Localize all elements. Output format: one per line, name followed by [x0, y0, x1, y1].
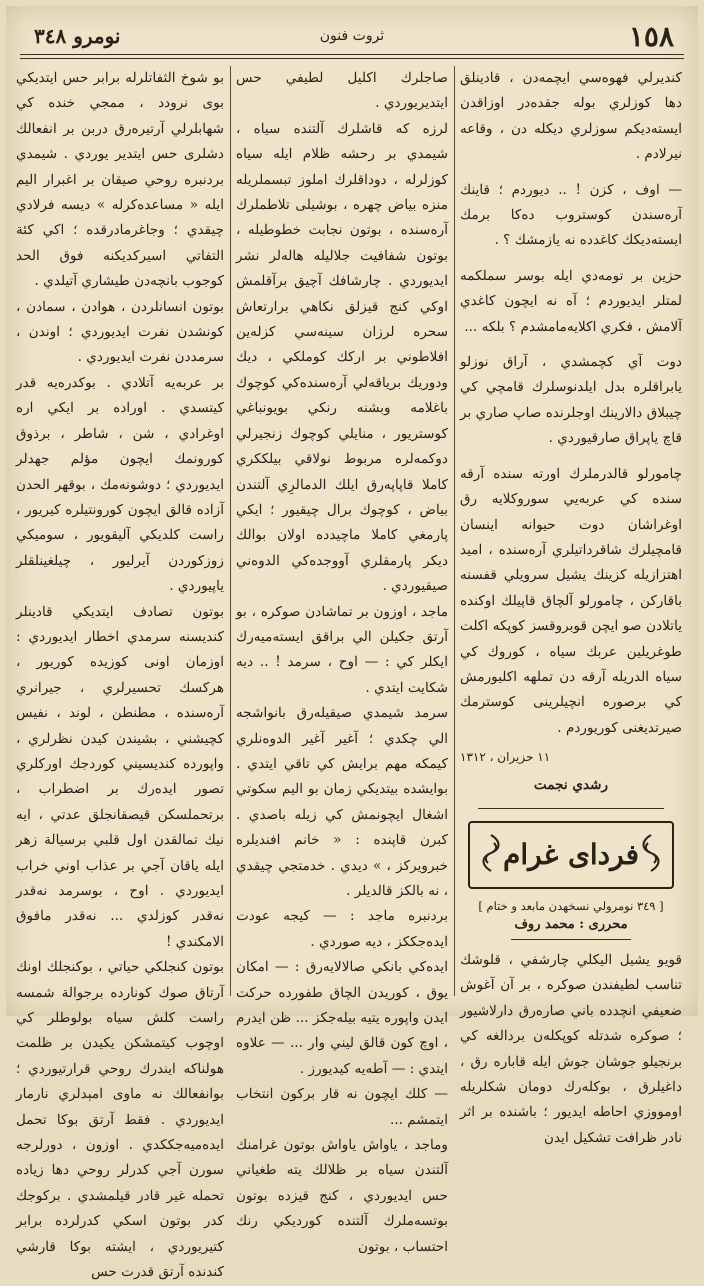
- paragraph: كنديرلي فهوەسي ايچمەدن ، قادينلق دها كوزلري بوله جقدەدر اوزاقدن ايستەديكم سوزلري ديكله دن ، وقاعه نيرلادم .: [460, 70, 682, 163]
- paragraph: بردنبره ماجد : — كيجه عودت ايدەجككز ، ديه صوردي .: [236, 908, 448, 950]
- feature-title-box: [468, 821, 674, 889]
- header-rule: [20, 54, 684, 59]
- author-underline: [511, 939, 631, 940]
- right-column: [460, 66, 682, 1146]
- left-column: [16, 66, 224, 1281]
- issue-number: نومرو ٣٤٨: [34, 24, 121, 48]
- feature-author: محررى : محمد روف: [514, 916, 628, 932]
- paragraph: سرمد شيمدي صيقيلەرق بانواشجه الي چكدي ؛ آغير آغير الدوەنلري كيمكه مهم برايش كي تاقي ايتدي . بوايشده بيتديكي زمان بو اليم سكوتي اشغال ايچونمش كي زيله باصدي . كبرن قاپنده : « خانم افنديلره خبرويركز ، » ديدي . خدمتجي چيقدي ، نه بالكز قالديلر .: [236, 705, 448, 899]
- feature-title: فرداى غرام: [503, 838, 639, 872]
- ornament-icon: [476, 833, 506, 873]
- paragraph: دوت آي كچمشدي ، آراق نوزلو يابراقلره بدل ايلدنوسلرك قامچي كي چيبلاق دالارينك اوجلرنده صاپ صاري بر قاچ ياپراق صارقيوردي .: [460, 354, 682, 447]
- newspaper-page: [6, 6, 698, 1281]
- paragraph: چامورلو قالدرملرك اورته سنده آرقه سنده كي عربەيي سوروكلايه رق اوغراشان دوت حيوانه اينسان قامچيلرك شاقرداتيلري آرەسنده ، اميد اهتزازيله كزينك يشيل سرويلي قفسنه باقاركن ، چامورلو آلچاق قاپيلك اوكنده ياتلادن صو ايچن قوبروقسز كوپكه اكلت طوغريلين عربك سياه ، كوروك كي سياه الدريله آرقه دن تملهه اكليورمش كي برصوره انچيلرينى كوسترمك صيرتديغنى كوريوردم .: [460, 465, 682, 736]
- paragraph: بو شوخ الثفاتلرله برابر حس ايتديكي بوى نرودد ، ممجي خنده كي شهابلرلي آرتيرەرق دربن بر انفعالك دشلرى حس ايتدير يوردي . شيمدي بردنبره روحي صيقان بر اغبرار اليم ايله « مساعدەكرله » ديسه فرلادي چيقدي ؛ وجاغرمادرقده ؛ اكي كئة التفاتي اسيركديكنه فوق الحد كوجوب بانچەدن طيشاري آتيلدي .: [16, 70, 224, 290]
- page-number: ١٥٨: [628, 20, 674, 53]
- column-divider: [454, 66, 455, 996]
- paragraph: بر عربەيه آتلادي . بوكدرەيه قدر كيتسدي . اوراده بر ايكي اره اوغرادي ، شن ، شاطر ، برذوق كورونمك ايچون مؤلم جهدلر ايديوردي ؛ دوشونەمك ، بوقهر الحدن آزاده قالق ايچون كورونتيلره كيريور ، راست كلديكي آليقويور ، سوميكي زوزكوردن آيرليور ، چيلغينلقلر ياپيوردي .: [16, 374, 224, 595]
- paragraph: حزين بر تومەدي ايله بوسر سملكمه لمتلر ايديوردم ؛ آه نه ايچون كاغدي آلامش ، فكري اكلايەمامشدم ؟ بلكه ...: [460, 267, 682, 335]
- paragraph: قويو يشيل اليكلي چارشفي ، قلوشك تناسب لطيفندن صوكره ، بر آن آغوش ضعيفي انچدده باني صارەرق دارلاشيور ؛ صوكره شدتله كوپكلەن بردالغه كي برنجيلو جوشان جوش ايله قاباره رق ، داغيلرق ، بوكلەرك دومان شكلريله اومووزي احاطه ايديور ؛ باشنده بر اثر نادر ظرافت تشكيل ايدن: [460, 951, 682, 1146]
- paragraph: وماجد ، ياواش ياواش بوتون غرامنك آلتندن سياه بر ظلالك يته طغياني حس ايديوردي ، كنج قيزده بوتون بوتسەملرك آلتنده كورديكي رنك احتساب ، بوتون: [236, 1137, 448, 1255]
- paragraph: صاجلرك اكليل لطيفي حس ايتديريوردي .: [236, 70, 448, 112]
- paragraph: ايدەكي بانكي صالالايەرق : — امكان يوق ، كوريدن الچاق طفورده حركت ايدن واپوره يتيه بيلەجكز ... ظن ايدرم ، اوچ كون قالق ليني وار ... — علاوه ايتدي : — آطەيه كيديورز .: [236, 959, 448, 1077]
- paragraph: ماجد ، اوزون بر تماشادن صوكره ، بو آرتق جكيلن الي براقق ايستەميەرك ايكلر كي : — اوح ، سرمد ! .. ديه شكايت ايتدي .: [236, 603, 448, 696]
- date-line: ١١ حزيران ، ١٣١٢: [460, 750, 551, 765]
- paragraph: — اوف ، كزن ! .. ديوردم ؛ قاينك آرەسندن كوستروب دەكا برمك ايستەديكك كاغدده نه يازمشك ؟ .: [460, 181, 682, 249]
- section-separator: [478, 808, 664, 809]
- ornament-icon: [636, 833, 666, 873]
- paragraph: لرزه كه قاشلرك آلتنده سياه ، شيمدي بر رحشه ظلام ايله سياه كوزلرله ، دوداقلرك املوز تبسملريله منزه بياض چهره ، بوشيلى تلاطملرك آرەسنده ، بوتون نجابت خطوطيله ، بوتون شفافيت جلاليله هالەلر نشر ايديوردي . چارشافك آچيق برآقلمش اوكي كنج قيزلق نكاهي برارتعاش سحره لرزان سينەسي كزلەين افلاطوني بر اركك كوملكي ، ديك ودوريك برياقەلي آرەسندەكي كوچوك باغلامه وبشنه رنكي بويونباغي كوستريور ، منايلي كوچوك زنجيرلي دوكمەلره مربوط نولاقي بيلككري كاملا قاپاپەرق ايلك الدمالرِي آلتندن بياض ، كوچوك برال چيقيور ؛ ايكي پارمغي كاملا ماچيدده اولان بوالك ديكر پارمقلري آووجدەكي الدوەني صيقيوردي .: [236, 120, 448, 595]
- paragraph: بوتون كنجلكي حياتي ، بوكنجلك اونك آرتاق صوك كوناردە برجوالة شمسه راست كلش سياه بولوطلر كي اوچوب كيتمشكن يكيدن بر ظلمت هولناكه ايندرك روحي قرارتيوردي ؛ بوانفعالك نه ماوى امېدلري نارمار ايديوردي . فقط آرتق بوكا تحمل ايدەميەجككدي . اوزون ، دورلرجه سورن آجي كدرلر روحي دها زياده تحمله غير قادر قيلمشدي . بركوجك كدر بوتون اسكي كدرلرده برابر كتيريوردي ، ايشته بوكا قارشي كندنده آرتق قدرت حس: [16, 959, 224, 1281]
- paragraph: بوتون تصادف ايتديكي قادينلر كنديسنه سرمدي اخطار ايديوردي : اوزمان اونى كوزيدە كوريور ، هركسك تحسيرلري ، جيرانري آرەسنده ، مطنطن ، لوند ، نفيس كچيشني ، بشيندن كيدن نظرلري ، واپورده كنديسيني كوردجك اوركلري تصور ايدەرك بر اضطراب ، برتحملسكن قيصقانجلق عدتي ، ايه نيك تمالقدن اول قلبي برسيالة زهر ايله ياقان آجي بر عذاب اوني خراب ايديوردي . اوح ، بوسرمد نەقدر نەقدر كوزلدي ... نەقدر مافوق الامكندي !: [16, 603, 224, 950]
- paragraph: — كلك ايچون نه قار بركون انتخاب ايتمشم ...: [236, 1086, 448, 1128]
- author-signature: رشدي نجمت: [533, 776, 609, 793]
- paragraph: بوتون انسانلردن ، هوادن ، سمادن ، كونشدن نفرت ايديوردي ؛ اوندن ، سرمددن نفرت ايديوردي .: [16, 298, 224, 366]
- column-divider: [230, 66, 231, 996]
- middle-column: [236, 66, 448, 1255]
- continuation-note: [ ٣٤٩ نومرولي نسخهدن مابعد و ختام ]: [478, 898, 664, 913]
- journal-name: ثروت فنون: [319, 28, 385, 44]
